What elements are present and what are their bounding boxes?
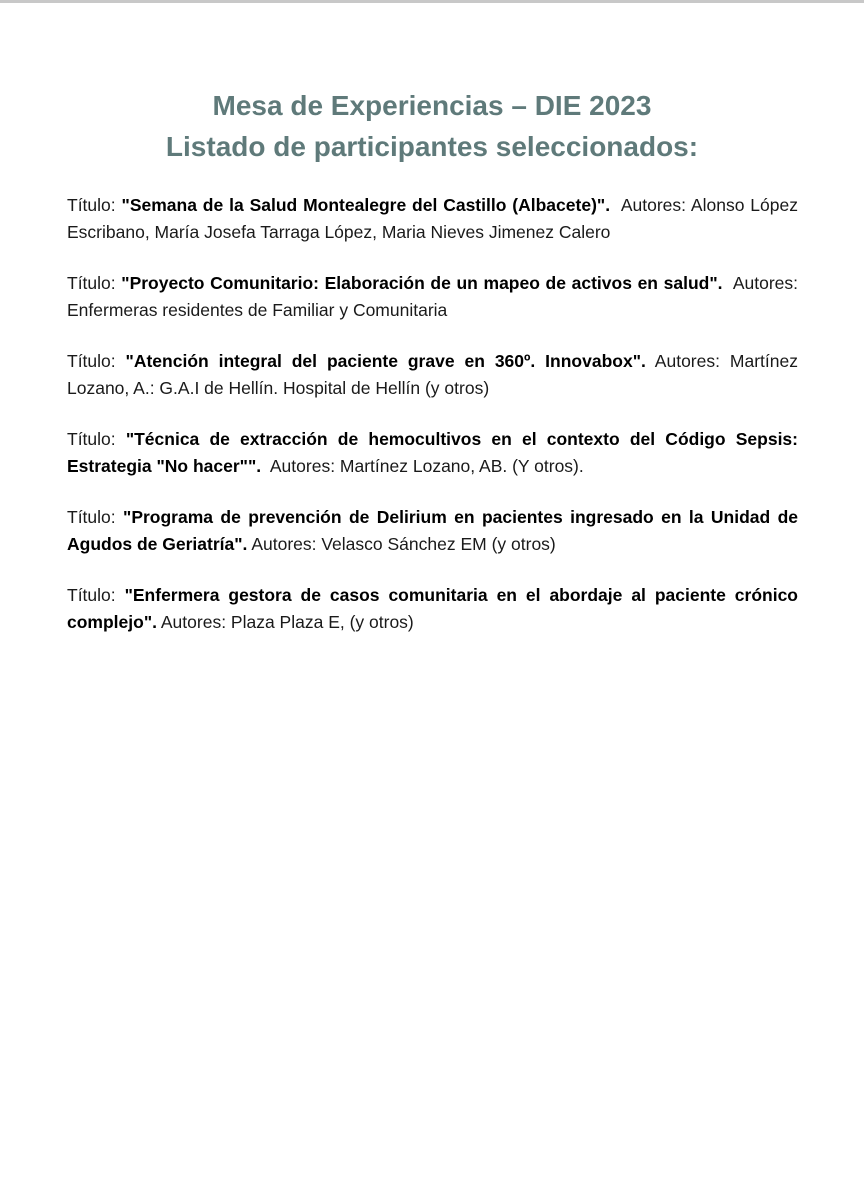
entry-label: Título: (67, 585, 125, 605)
entry-label: Título: (67, 195, 122, 215)
participant-entry (67, 192, 803, 246)
entry-authors: Autores: Velasco Sánchez EM (y otros) (247, 534, 556, 554)
entry-title: "Técnica de extracción de hemocultivos en el contexto del Código Sepsis: Estrategia "No hacer"". (67, 429, 798, 476)
document-title: Mesa de Experiencias – DIE 2023 (212, 90, 652, 121)
entry-title: "Semana de la Salud Montealegre del Castillo (Albacete)". (121, 195, 611, 215)
participant-list (67, 192, 803, 660)
entry-label: Título: (67, 507, 124, 527)
entry-authors: Autores: Martínez Lozano, A.: G.A.I de Hellín. Hospital de Hellín (y otros) (67, 351, 803, 398)
entry-title: "Programa de prevención de Delirium en pacientes ingresado en la Unidad de Agudos de Geriatría". (67, 507, 798, 554)
entry-label: Título: (67, 273, 122, 293)
participant-entry (67, 426, 798, 480)
participant-entry (67, 504, 798, 558)
document-subtitle: Listado de participantes seleccionados: (165, 131, 699, 162)
participant-entry (67, 348, 803, 402)
participant-entry (67, 270, 803, 324)
entry-authors: Autores: Enfermeras residentes de Familiar y Comunitaria (67, 273, 803, 320)
entry-label: Título: (67, 351, 126, 371)
entry-authors: Autores: Plaza Plaza E, (y otros) (156, 612, 414, 632)
entry-authors: Autores: Martínez Lozano, AB. (Y otros). (261, 456, 584, 476)
entry-label: Título: (67, 429, 126, 449)
entry-title: "Proyecto Comunitario: Elaboración de un mapeo de activos en salud". (121, 273, 723, 293)
entry-title: "Enfermera gestora de casos comunitaria en el abordaje al paciente crónico complejo". (67, 585, 798, 632)
entry-authors: Autores: Alonso López Escribano, María Josefa Tarraga López, Maria Nieves Jimenez Calero (67, 195, 803, 242)
participant-entry (67, 582, 798, 636)
entry-title: "Atención integral del paciente grave en 360º. Innovabox". (125, 351, 646, 371)
